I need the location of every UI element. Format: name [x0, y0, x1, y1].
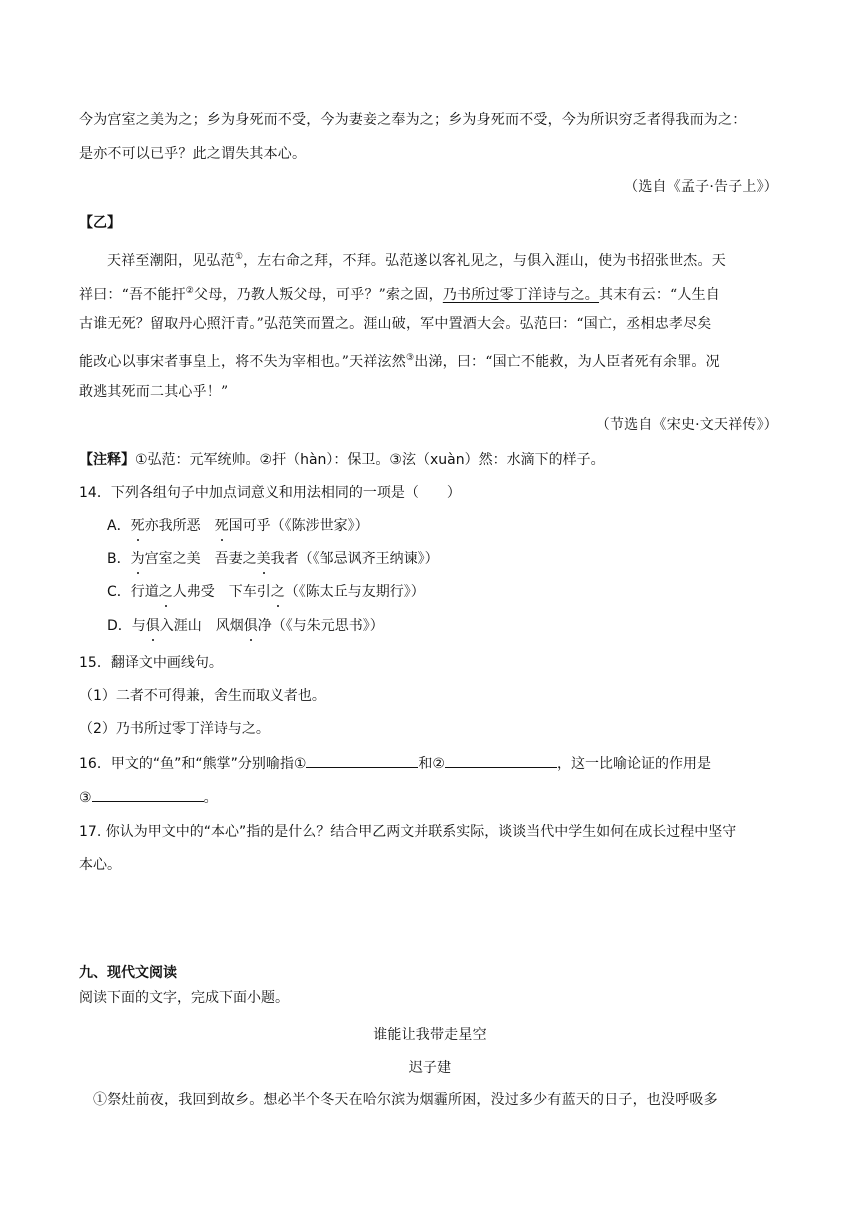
notes: 【注释】①弘范：元军统帅。②扞（hàn）：保卫。③泫（xuàn）然：水滴下的样子。 — [79, 452, 605, 468]
yi-line-3: 古谁无死？留取丹心照汗青。”弘范笑而置之。涯山破，军中置酒大会。弘范曰：“国亡，丞相忠孝尽矣 — [79, 316, 712, 332]
answer-blank-3[interactable] — [92, 787, 204, 802]
jia-source: （选自《孟子·告子上》） — [624, 179, 778, 195]
q14-stem: 14．下列各组句子中加点词意义和用法相同的一项是（ ） — [79, 485, 461, 501]
answer-blank-1[interactable] — [306, 753, 418, 768]
yi-source: （节选自《宋史·文天祥传》） — [595, 417, 778, 433]
section-9-heading: 九、现代文阅读 — [79, 965, 177, 981]
answer-blank-2[interactable] — [445, 753, 557, 768]
q15-sentence-1: （1）二者不可得兼，舍生而取义者也。 — [79, 688, 326, 704]
q15-stem: 15．翻译文中画线句。 — [79, 655, 223, 671]
q17-line-1: 17. 你认为甲文中的“本心”指的是什么？结合甲乙两文并联系实际，谈谈当代中学生如何在成长过程中坚守 — [79, 824, 737, 840]
q14-option-d[interactable]: D．与俱入涯山 风烟俱净（《与朱元思书》） — [107, 618, 384, 634]
yi-heading: 【乙】 — [79, 215, 121, 231]
article-paragraph-1: ①祭灶前夜，我回到故乡。想必半个冬天在哈尔滨为烟霾所困，没过多少有蓝天的日子，也没呼吸多 — [93, 1092, 718, 1108]
note-marker-2: ② — [185, 286, 195, 296]
jia-line-1: 今为宫室之美为之；乡为身死而不受，今为妻妾之奉为之；乡为身死而不受，今为所识穷乏者得我而为之： — [79, 112, 747, 128]
q14-option-a[interactable]: A．死亦我所恶 死国可乎（《陈涉世家》） — [107, 518, 369, 534]
yi-line-5: 敢逃其死而二其心乎！” — [79, 384, 229, 400]
yi-line-1: 天祥至潮阳，见弘范①，左右命之拜，不拜。弘范遂以客礼见之，与俱入涯山，使为书招张世杰。天 — [107, 252, 726, 269]
q17-line-2: 本心。 — [79, 857, 121, 873]
q14-option-b[interactable]: B．为宫室之美 吾妻之美我者（《邹忌讽齐王纳谏》） — [107, 551, 439, 567]
q16-line-1: 16．甲文的“鱼”和“熊掌”分别喻指① 和② ，这一比喻论证的作用是 — [79, 753, 711, 774]
article-title: 谁能让我带走星空 — [373, 1027, 487, 1043]
q15-sentence-2: （2）乃书所过零丁洋诗与之。 — [79, 721, 270, 737]
section-9-instruction: 阅读下面的文字，完成下面小题。 — [79, 990, 289, 1006]
jia-line-2: 是亦不可以已乎？此之谓失其本心。 — [79, 146, 307, 162]
q14-option-c[interactable]: C．行道之人弗受 下车引之（《陈太丘与友期行》） — [107, 584, 425, 600]
note-marker-1: ① — [234, 252, 244, 262]
note-marker-3: ③ — [405, 353, 415, 363]
article-author: 迟子建 — [408, 1060, 452, 1076]
underlined-sentence: 乃书所过零丁洋诗与之。 — [442, 287, 600, 303]
q16-line-2: ③ 。 — [79, 787, 218, 808]
yi-line-2: 祥曰：“吾不能扞②父母，乃教人叛父母，可乎？”索之固，乃书所过零丁洋诗与之。其末有云：“人生自 — [79, 286, 720, 303]
yi-line-4: 能改心以事宋者事皇上，将不失为宰相也。”天祥泫然③出涕，曰：“国亡不能救，为人臣者死有余罪。况 — [79, 353, 720, 370]
